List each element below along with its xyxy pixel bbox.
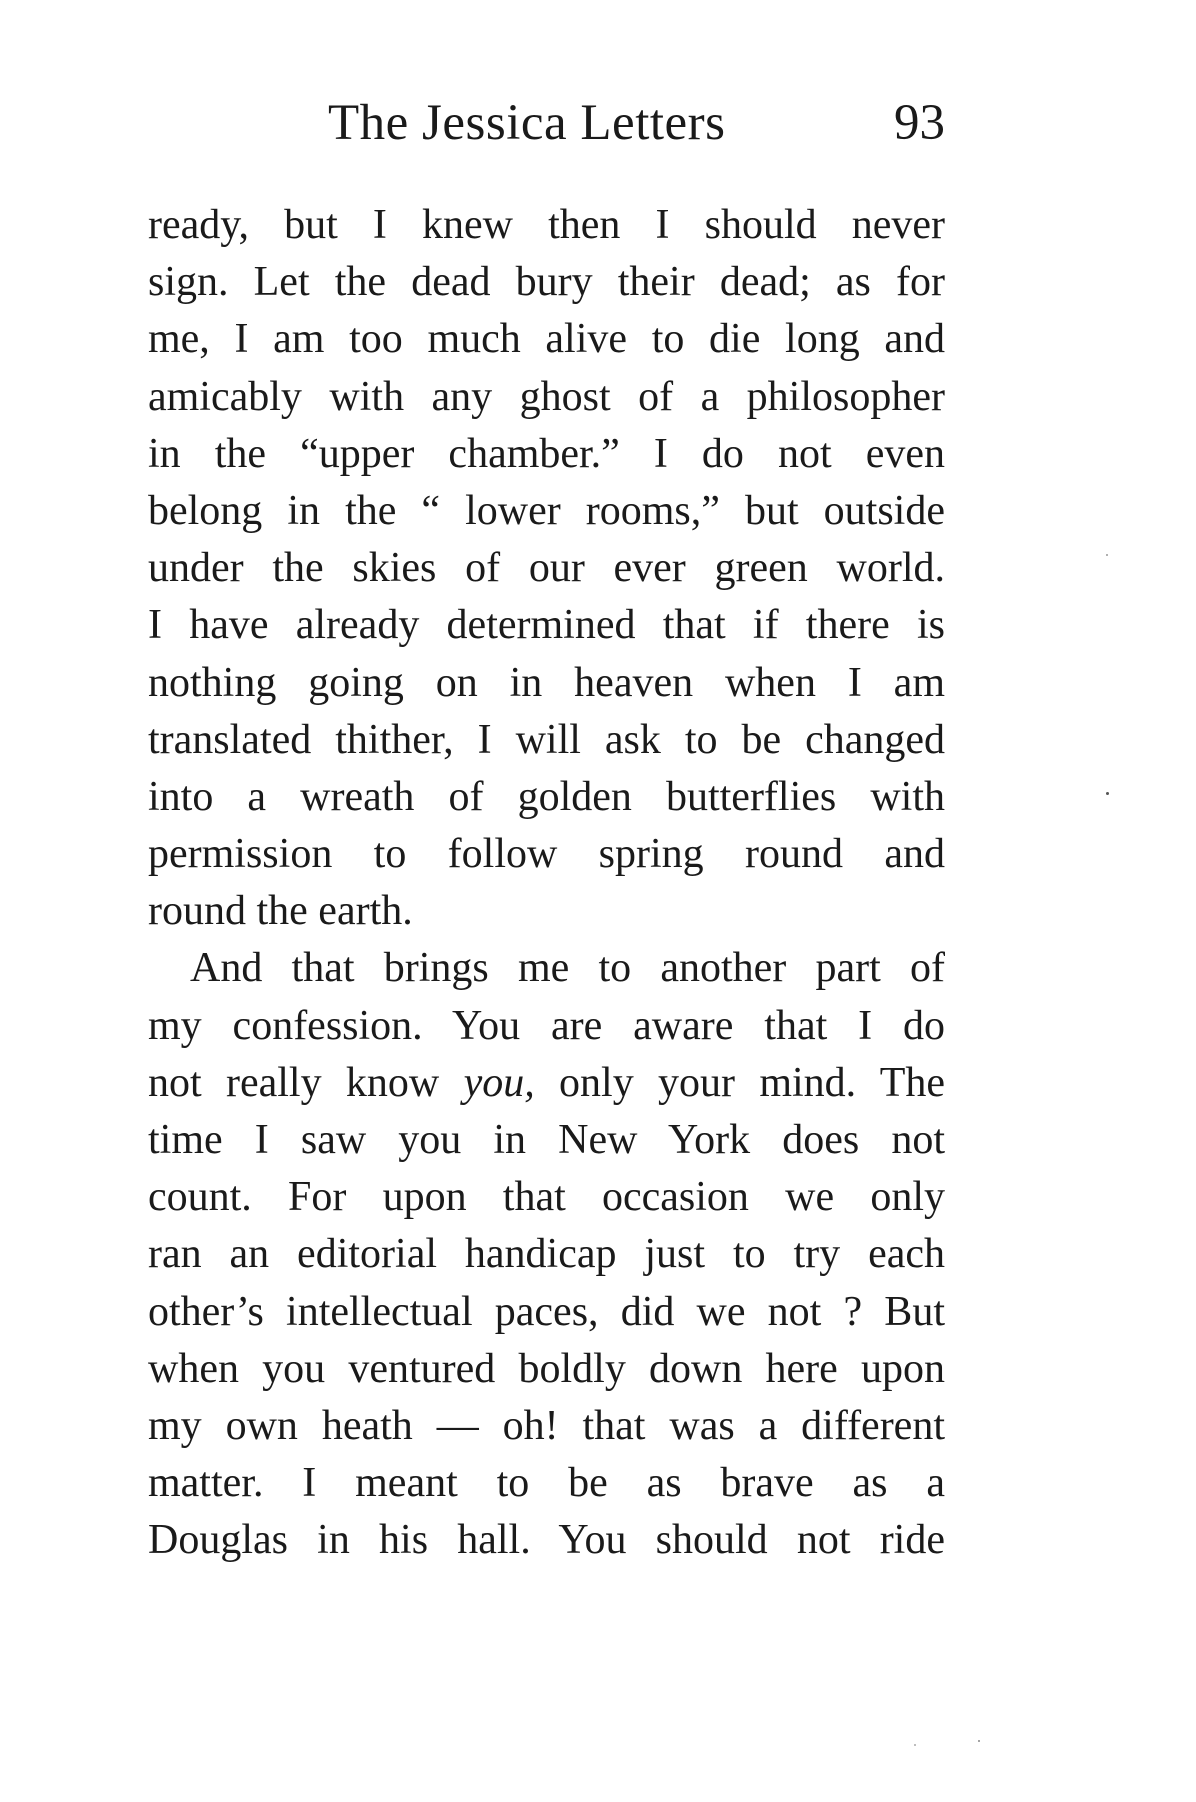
text-line: round the earth. bbox=[148, 888, 413, 935]
text-line: other’s intellectual paces, did we not ? But bbox=[148, 1288, 945, 1335]
scan-speck bbox=[978, 1740, 980, 1742]
page-number: 93 bbox=[894, 95, 945, 151]
text-line: my own heath — oh! that was a different bbox=[148, 1402, 945, 1449]
scan-speck bbox=[914, 1744, 916, 1746]
body-text bbox=[148, 197, 945, 1570]
page-header bbox=[148, 88, 945, 158]
text-line: permission to follow spring round and bbox=[148, 831, 945, 878]
text-line: into a wreath of golden butterflies with bbox=[148, 773, 945, 820]
text-line: ready, but I knew then I should never bbox=[148, 202, 945, 248]
text-line: amicably with any ghost of a philosopher bbox=[148, 373, 945, 420]
scan-speck bbox=[1106, 554, 1108, 556]
text-line: I have already determined that if there is bbox=[148, 602, 945, 649]
text-line: count. For upon that occasion we only bbox=[148, 1174, 945, 1221]
text-line: in the “upper chamber.” I do not even bbox=[148, 430, 945, 477]
paragraph-2 bbox=[148, 940, 945, 1569]
running-title: The Jessica Letters bbox=[328, 95, 726, 151]
text-line: my confession. You are aware that I do bbox=[148, 1002, 945, 1049]
text-line: when you ventured boldly down here upon bbox=[148, 1345, 945, 1392]
text-line: under the skies of our ever green world. bbox=[148, 545, 945, 592]
italic-word: you, bbox=[463, 1059, 535, 1106]
text-line: Douglas in his hall. You should not ride bbox=[148, 1517, 945, 1564]
text-line: me, I am too much alive to die long and bbox=[148, 316, 945, 363]
text-line: ran an editorial handicap just to try each bbox=[148, 1231, 945, 1278]
text-line: belong in the “ lower rooms,” but outside bbox=[148, 487, 945, 534]
text-line: sign. Let the dead bury their dead; as for bbox=[148, 259, 945, 306]
text-line: nothing going on in heaven when I am bbox=[148, 659, 945, 706]
paragraph-1 bbox=[148, 197, 945, 940]
text-line: translated thither, I will ask to be changed bbox=[148, 716, 945, 763]
text-line: And that brings me to another part of bbox=[190, 945, 945, 992]
text-line-with-italic bbox=[148, 1055, 945, 1112]
text-fragment: only your mind. The bbox=[534, 1059, 946, 1106]
text-fragment: not really know bbox=[148, 1059, 464, 1106]
text-line: time I saw you in New York does not bbox=[148, 1117, 945, 1163]
scan-speck bbox=[1106, 792, 1109, 795]
text-line: matter. I meant to be as brave as a bbox=[148, 1460, 945, 1507]
